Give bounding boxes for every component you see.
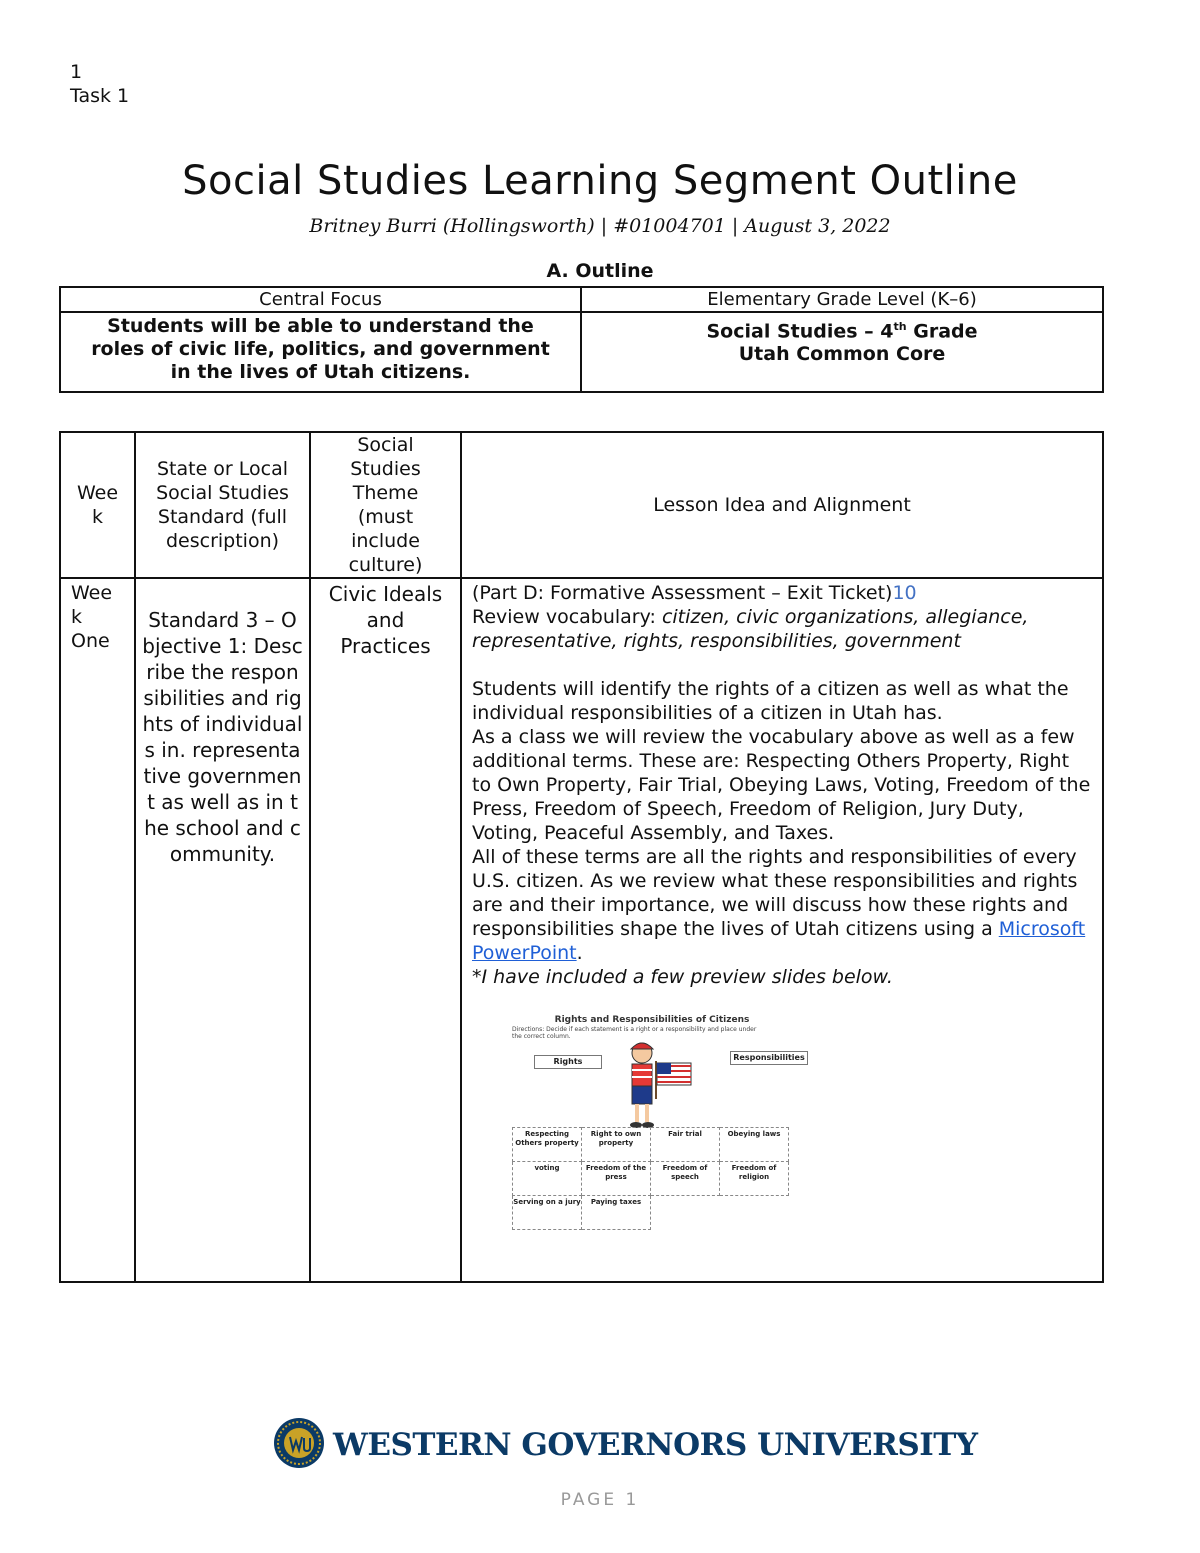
- week-one-row: [60, 578, 1103, 1282]
- university-wordmark: WESTERN GOVERNORS UNIVERSITY: [333, 1427, 978, 1463]
- wgu-seal-icon: [273, 1417, 325, 1469]
- theme-header: Social Studies Theme (must include culture): [310, 432, 461, 578]
- preview-title: Rights and Responsibilities of Citizens: [554, 1015, 750, 1025]
- subject-suffix: Grade: [906, 320, 978, 343]
- vocab-terms: citizen, civic organizations, allegiance, representative, rights, responsibilities, government: [472, 606, 1029, 652]
- lesson-para-3: All of these terms are all the rights and responsibilities of every U.S. citizen. As we review what these responsibilities and rights are and their importance, we will discuss how these rights and responsibilities shape the lives of Utah citizens using a Microsoft PowerPoint.: [472, 846, 1086, 964]
- central-focus-header: Central Focus: [60, 287, 581, 312]
- lesson-header: Lesson Idea and Alignment: [461, 432, 1103, 578]
- preview-cell: Freedom of the press: [582, 1162, 651, 1196]
- preview-cell: Fair trial: [651, 1128, 720, 1162]
- powerpoint-link[interactable]: Microsoft PowerPoint: [472, 918, 1086, 964]
- lesson-cell: [461, 578, 1103, 1282]
- preview-responsibilities-label: Responsibilities: [730, 1051, 808, 1065]
- lesson-para-1: Students will identify the rights of a citizen as well as what the individual responsibilities of a citizen in Utah has.: [472, 678, 1069, 724]
- preview-cell: Freedom of speech: [651, 1162, 720, 1196]
- preview-sort-grid: [512, 1127, 789, 1230]
- child-with-flag-icon: [612, 1037, 722, 1132]
- week-header: Wee k: [60, 432, 135, 578]
- wgu-logo: [273, 1417, 978, 1471]
- header-task: Task 1: [70, 85, 130, 107]
- week-cell: Wee k One: [60, 578, 135, 1282]
- outline-table: [59, 431, 1104, 1283]
- preview-note: *I have included a few preview slides below.: [472, 966, 893, 988]
- preview-rights-label: Rights: [534, 1055, 602, 1069]
- page-number-footer: PAGE 1: [560, 1490, 640, 1510]
- subject-sup: th: [893, 320, 907, 333]
- worksheet-preview-image: [502, 1015, 805, 1249]
- section-heading: A. Outline: [546, 260, 654, 282]
- curriculum-line: Utah Common Core: [738, 343, 946, 366]
- central-focus-cell: [60, 312, 581, 392]
- grade-level-cell: [581, 312, 1103, 392]
- central-focus-text: Students will be able to understand the roles of civic life, politics, and government in the lives of Utah citizens.: [91, 315, 550, 383]
- subject-line: [582, 315, 1102, 343]
- assessment-ref: 10: [892, 582, 917, 604]
- author-byline: Britney Burri (Hollingsworth) | #01004701 | August 3, 2022: [309, 215, 891, 237]
- preview-cell: Paying taxes: [582, 1196, 651, 1230]
- standard-cell: Standard 3 – Objective 1: Describe the responsibilities and rights of individuals in. representative government as well as in the school and community.: [135, 578, 310, 1282]
- preview-cell: voting: [513, 1162, 582, 1196]
- outline-header-row: [60, 432, 1103, 578]
- preview-directions: Directions: Decide if each statement is a right or a responsibility and place under the correct column.: [512, 1026, 757, 1040]
- standard-header: State or Local Social Studies Standard (full description): [135, 432, 310, 578]
- document-title: Social Studies Learning Segment Outline: [182, 158, 1018, 204]
- preview-cell: Freedom of religion: [720, 1162, 789, 1196]
- preview-cell: Obeying laws: [720, 1128, 789, 1162]
- vocab-line: Review vocabulary: citizen, civic organizations, allegiance, representative, rights, responsibilities, government: [472, 606, 1029, 652]
- running-header: [70, 60, 129, 108]
- preview-cell: Serving on a jury: [513, 1196, 582, 1230]
- assessment-line: (Part D: Formative Assessment – Exit Ticket)10: [472, 582, 917, 604]
- lesson-para-2: As a class we will review the vocabulary above as well as a few additional terms. These are: Respecting Others Property, Right to Own Property, Fair Trial, Obeying Laws, Voting, Freedom of the Press, Freedom of Speech, Freedom of Religion, Jury Duty, Voting, Peaceful Assembly, and Taxes.: [472, 726, 1091, 844]
- grade-level-header: Elementary Grade Level (K–6): [581, 287, 1103, 312]
- preview-cell: Right to own property: [582, 1128, 651, 1162]
- header-page-number: 1: [70, 61, 83, 83]
- theme-cell: Civic Ideals and Practices: [310, 578, 461, 1282]
- preview-cell: Respecting Others property: [513, 1128, 582, 1162]
- summary-table: [59, 286, 1104, 393]
- subject-prefix: Social Studies – 4: [706, 320, 894, 343]
